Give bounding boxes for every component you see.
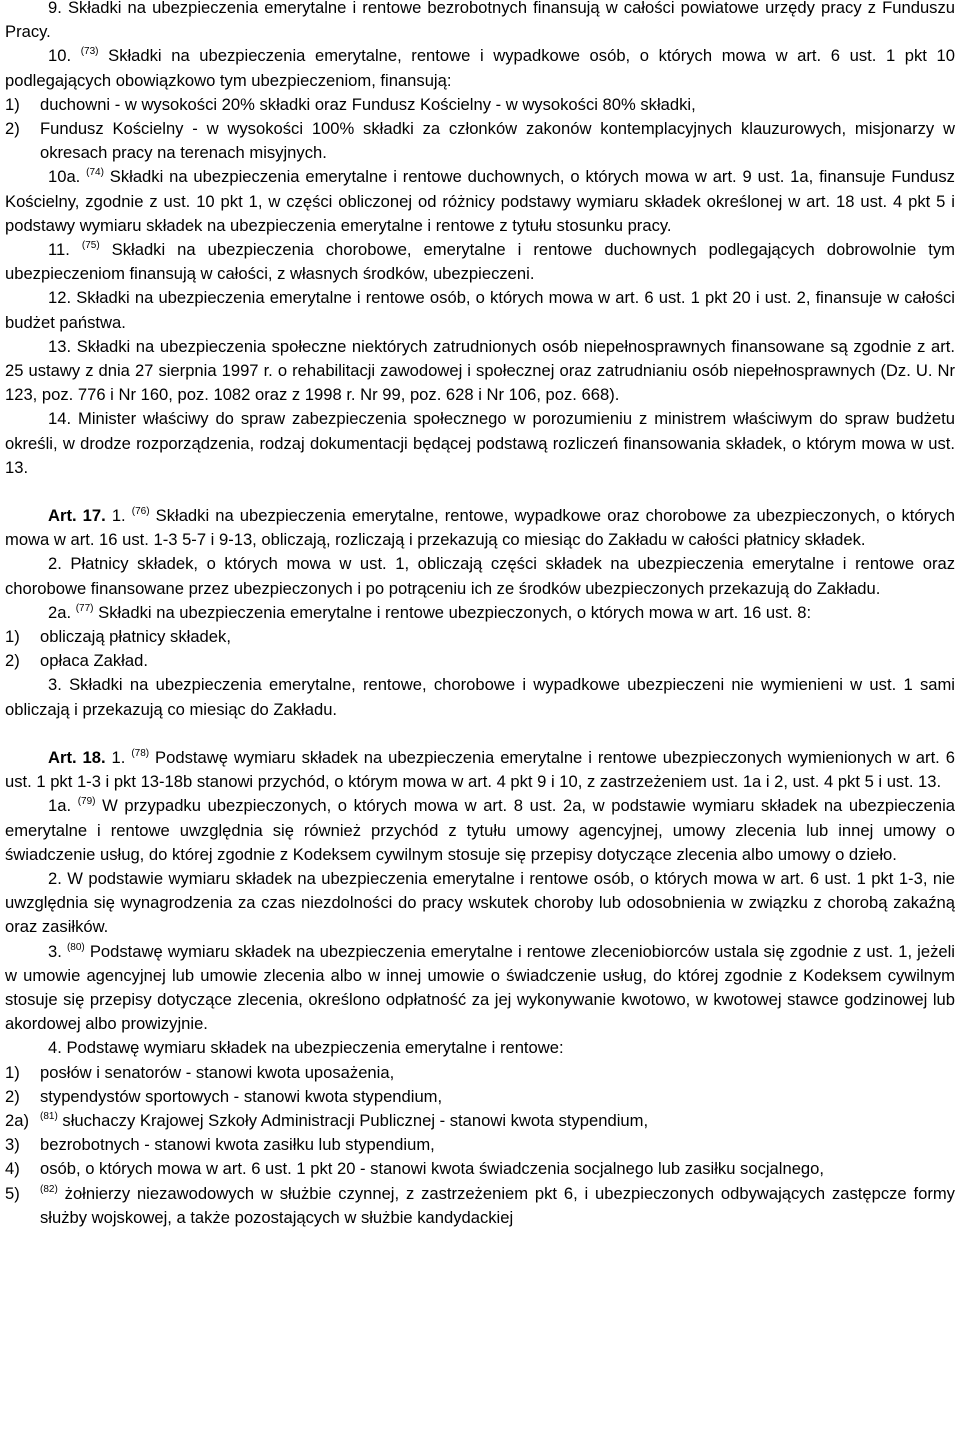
list-item-number: 2)	[5, 1086, 20, 1106]
list-item	[5, 93, 955, 117]
footnote-ref[interactable]: (76)	[131, 506, 150, 518]
article-heading: Art. 17.	[48, 506, 106, 526]
list-item	[5, 1182, 955, 1230]
article-18-paragraph-2: 2. W podstawie wymiaru składek na ubezpieczenia emerytalne i rentowe osób, o których mowa w art. 6 ust. 1 pkt 1-3, nie uwzględnia się wynagrodzenia za czas niezdolności do pracy wskutek choroby lub odosobnienia w związku z chorobą zakaźną oraz zasiłków.	[5, 868, 955, 937]
paragraph-number: 3.	[48, 941, 62, 961]
list-item-text: osób, o których mowa w art. 6 ust. 1 pkt 20 - stanowi kwota świadczenia socjalnego lub zasiłku socjalnego,	[40, 1159, 824, 1179]
list-item-text-body: żołnierzy niezawodowych w służbie czynnej, z zastrzeżeniem pkt 6, i ubezpieczonych odbywających zastępcze formy służby wojskowej, a także pozostających w służbie kandydackiej	[40, 1183, 955, 1227]
article-18-paragraph-4: 4. Podstawę wymiaru składek na ubezpieczenia emerytalne i rentowe:	[48, 1038, 564, 1058]
paragraph-text: Składki na ubezpieczenia emerytalne i rentowe ubezpieczonych, o których mowa w art. 16 ust. 8:	[98, 602, 812, 622]
list-item-number: 1)	[5, 627, 20, 647]
article-17-paragraph-1	[5, 504, 955, 552]
footnote-ref[interactable]: (81)	[40, 1110, 58, 1122]
footnote-ref[interactable]: (79)	[77, 796, 96, 808]
paragraph-number: 2a.	[48, 602, 72, 622]
footnote-ref[interactable]: (80)	[66, 941, 85, 953]
paragraph-text: Składki na ubezpieczenia emerytalne i rentowe duchownych, o których mowa w art. 9 ust. 1a, finansuje Fundusz Kościelny, zgodnie z ust. 10 pkt 1, w części obliczonej od różnicy podstawy wymiaru składek określonej w art. 18 ust. 4 pkt 5 i podstawy wymiaru składek na ubezpieczenia emerytalne i rentowe z tytułu stosunku pracy.	[5, 167, 955, 235]
paragraph-text: Podstawę wymiaru składek na ubezpieczenia emerytalne i rentowe ubezpieczonych wymienionych w art. 6 ust. 1 pkt 1-3 i pkt 13-18b stanowi przychód, o którym mowa w art. 4 pkt 9 i 10, z zastrzeżeniem ust. 1a i 2, ust. 4 pkt 5 i ust. 13.	[5, 747, 955, 792]
footnote-ref[interactable]: (82)	[40, 1183, 58, 1195]
list-item	[5, 1061, 955, 1085]
footnote-ref[interactable]: (78)	[131, 747, 150, 759]
paragraph-11	[5, 238, 955, 286]
list-item	[5, 1133, 955, 1157]
paragraph-number: 1.	[111, 506, 126, 526]
list-item-text: opłaca Zakład.	[40, 651, 148, 671]
paragraph-number: 1a.	[48, 796, 72, 816]
list-item-text: obliczają płatnicy składek,	[40, 627, 231, 647]
footnote-ref[interactable]: (73)	[80, 46, 99, 58]
article-18-paragraph-3	[5, 940, 955, 1037]
list-item	[5, 1157, 955, 1181]
paragraph-text: Składki na ubezpieczenia emerytalne, rentowe, wypadkowe oraz chorobowe za ubezpieczonych, o których mowa w art. 16 ust. 1-3 5-7 i 9-13, obliczają, rozliczają i przekazują co miesiąc do Zakładu w całości płatnicy składek.	[5, 506, 955, 550]
article-heading: Art. 18.	[48, 747, 106, 767]
list-item	[5, 1109, 955, 1133]
list-item-number: 4)	[5, 1159, 20, 1179]
paragraph-10a	[5, 165, 955, 238]
article-18-paragraph-1a	[5, 794, 955, 867]
list-item-text: posłów i senatorów - stanowi kwota uposażenia,	[40, 1062, 395, 1082]
list-item-text	[40, 1109, 955, 1133]
list-item-number: 2a)	[5, 1110, 29, 1130]
paragraph-12: 12. Składki na ubezpieczenia emerytalne i rentowe osób, o których mowa w art. 6 ust. 1 pkt 20 i ust. 2, finansuje w całości budżet państwa.	[5, 288, 955, 332]
list-item	[5, 117, 955, 165]
list-item-text: stypendystów sportowych - stanowi kwota stypendium,	[40, 1086, 443, 1106]
paragraph-text: W przypadku ubezpieczonych, o których mowa w art. 8 ust. 2a, w podstawie wymiaru składek na ubezpieczenia emerytalne i rentowe uwzględnia się również przychód z tytułu umowy agencyjnej, umowy zlecenia lub innej umowy o świadczenie usług, do której zgodnie z Kodeksem cywilnym stosuje się przepisy dotyczące zlecenia albo umowy o dzieło.	[5, 796, 955, 864]
list-item-number: 2)	[5, 119, 20, 139]
paragraph-14: 14. Minister właściwy do spraw zabezpieczenia społecznego w porozumieniu z ministrem właściwym do spraw budżetu określi, w drodze rozporządzenia, rodzaj dokumentacji będącej podstawą rozliczeń finansowania składek, o którym mowa w ust. 13.	[5, 409, 955, 477]
paragraph-text: Składki na ubezpieczenia chorobowe, emerytalne i rentowe duchownych podlegających dobrowolnie tym ubezpieczeniom finansują w całości, z własnych środków, ubezpieczeni.	[5, 240, 955, 284]
paragraph-text: Podstawę wymiaru składek na ubezpieczenia emerytalne i rentowe zleceniobiorców ustala się zgodnie z ust. 1, jeżeli w umowie agencyjnej lub umowie zlecenia albo w innej umowie o świadczenie usług, do której zgodnie z Kodeksem cywilnym stosuje się przepisy dotyczące zlecenia, określono odpłatność za jej wykonywanie kwotowo, w kwotowej stawce godzinowej lub akordowej albo prowizyjnie.	[5, 941, 955, 1034]
article-18-paragraph-1	[5, 746, 955, 794]
article-17-paragraph-2: 2. Płatnicy składek, o których mowa w ust. 1, obliczają części składek na ubezpieczenia emerytalne i rentowe oraz chorobowe finansowane przez ubezpieczonych i po potrąceniu ich ze środków ubezpieczonych przekazują do Zakładu.	[5, 554, 955, 598]
article-17-paragraph-2a	[5, 601, 955, 625]
spacer	[5, 480, 955, 504]
list-item	[5, 649, 955, 673]
list-item-text-body: słuchaczy Krajowej Szkoły Administracji Publicznej - stanowi kwota stypendium,	[62, 1110, 649, 1130]
list-item-number: 3)	[5, 1135, 20, 1155]
paragraph-number: 11.	[48, 240, 70, 260]
article-17-paragraph-3: 3. Składki na ubezpieczenia emerytalne, rentowe, chorobowe i wypadkowe ubezpieczeni nie wymienieni w ust. 1 sami obliczają i przekazują co miesiąc do Zakładu.	[5, 675, 955, 719]
document-body	[5, 0, 955, 1230]
paragraph-10	[5, 44, 955, 92]
list-item-number: 1)	[5, 94, 20, 114]
spacer	[5, 722, 955, 746]
list-item-text: Fundusz Kościelny - w wysokości 100% składki za członków zakonów kontemplacyjnych klauzurowych, misjonarzy w okresach pracy na terenach misyjnych.	[40, 119, 955, 163]
list-item-number: 2)	[5, 651, 20, 671]
footnote-ref[interactable]: (74)	[86, 167, 104, 179]
list-item	[5, 1085, 955, 1109]
list-item-number: 5)	[5, 1183, 20, 1203]
list-item	[5, 625, 955, 649]
list-item-number: 1)	[5, 1062, 20, 1082]
paragraph-9: 9. Składki na ubezpieczenia emerytalne i rentowe bezrobotnych finansują w całości powiatowe urzędy pracy z Funduszu Pracy.	[5, 0, 955, 42]
paragraph-number: 10.	[48, 46, 72, 66]
paragraph-13: 13. Składki na ubezpieczenia społeczne niektórych zatrudnionych osób niepełnosprawnych finansowane są zgodnie z art. 25 ustawy z dnia 27 sierpnia 1997 r. o rehabilitacji zawodowej i społecznej oraz zatrudnianiu osób niepełnosprawnych (Dz. U. Nr 123, poz. 776 i Nr 160, poz. 1082 oraz z 1998 r. Nr 99, poz. 628 i Nr 106, poz. 668).	[5, 336, 955, 405]
footnote-ref[interactable]: (75)	[81, 240, 100, 252]
footnote-ref[interactable]: (77)	[75, 602, 94, 614]
list-item-text	[40, 1182, 955, 1230]
paragraph-number: 1.	[111, 747, 126, 767]
paragraph-text: Składki na ubezpieczenia emerytalne, rentowe i wypadkowe osób, o których mowa w art. 6 ust. 1 pkt 10 podlegających obowiązkowo tym ubezpieczeniom, finansują:	[5, 46, 955, 90]
list-item-text: duchowni - w wysokości 20% składki oraz Fundusz Kościelny - w wysokości 80% składki,	[40, 94, 696, 114]
paragraph-number: 10a.	[48, 167, 81, 187]
list-item-text: bezrobotnych - stanowi kwota zasiłku lub stypendium,	[40, 1135, 435, 1155]
